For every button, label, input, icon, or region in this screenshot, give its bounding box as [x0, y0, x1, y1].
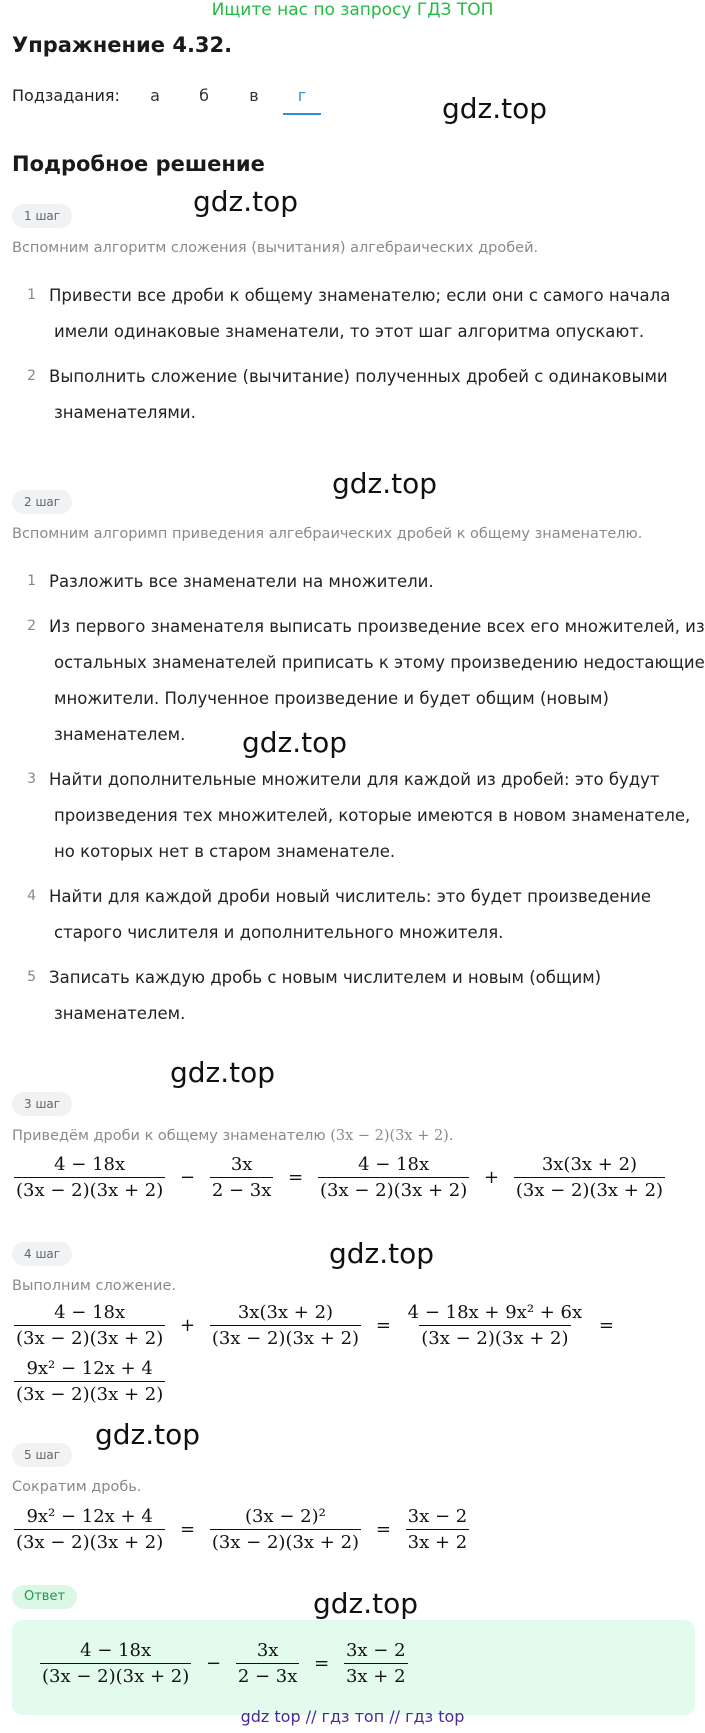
equation-step-4-cont: [12, 1358, 167, 1405]
fraction: $\frac{4 - 18x}{(3x - 2)(3x + 2)}$: [16, 1154, 164, 1201]
list-item-text: Привести все дроби к общему знаменателю; если они с самого начала: [49, 286, 671, 305]
list-item-text: Из первого знаменателя выписать произведение всех его множителей, из: [49, 617, 705, 636]
watermark: gdz.top: [95, 1418, 201, 1451]
list-item-text: произведения тех множителей, которые имеются в новом знаменателе,: [54, 806, 691, 825]
list-number: 5: [27, 969, 36, 985]
step-3-description: [12, 1128, 453, 1144]
fraction: $\frac{\text{9x² − 12x + 4}}{(3x - 2)(3x + 2)}$: [16, 1506, 164, 1553]
watermark: gdz.top: [332, 467, 438, 500]
watermark: gdz.top: [442, 92, 548, 125]
step-3-description-math: (3x − 2)(3x + 2).: [330, 1128, 454, 1144]
list-item-text: знаменателем.: [54, 1004, 186, 1023]
promo-banner: Ищите нас по запросу ГДЗ ТОП: [211, 0, 494, 20]
list-number: 3: [27, 771, 36, 787]
exercise-title: Упражнение 4.32.: [12, 33, 233, 57]
step-3-badge: 3 шаг: [12, 1092, 72, 1116]
fraction: $\frac{3x}{2 - 3x}$: [237, 1640, 298, 1687]
list-number: 4: [27, 888, 36, 904]
subtask-tab-g[interactable]: г: [297, 86, 307, 105]
list-item-text: имели одинаковые знаменатели, то этот шаг алгоритма опускают.: [54, 322, 645, 341]
fraction: $\frac{3x}{2 - 3x}$: [211, 1154, 272, 1201]
fraction: $\frac{3x - 2}{3x + 2}$: [345, 1640, 406, 1687]
answer-badge: Ответ: [12, 1585, 77, 1609]
fraction: $\frac{\text{4 − 18x + 9x² + 6x}}{(3x - 2)(3x + 2)}$: [407, 1302, 583, 1349]
step-3-description-text: Приведём дроби к общему знаменателю: [12, 1128, 326, 1144]
list-item-text: но которых нет в старом знаменателе.: [54, 842, 396, 861]
step-1-badge: 1 шаг: [12, 204, 72, 228]
step-4-badge: 4 шаг: [12, 1242, 72, 1266]
list-number: 2: [27, 368, 36, 384]
equation-step-3: $\frac{4 - 18x}{(3x - 2)(3x + 2)}$ − $\frac{3x}{2 - 3x}$ = $\frac{4 - 18x}{(3x - 2)(3x + 2)}$ + $\frac{3x(3x + 2)}{(3x - 2)(3x + 2)}$: [12, 1154, 667, 1201]
watermark: gdz.top: [329, 1237, 435, 1270]
list-item-text: Найти для каждой дроби новый числитель: это будет произведение: [49, 887, 652, 906]
fraction: $\frac{3x - 2}{3x + 2}$: [407, 1506, 468, 1553]
subtask-tab-a[interactable]: а: [150, 86, 160, 105]
equation-step-5: $\frac{\text{9x² − 12x + 4}}{(3x - 2)(3x + 2)}$ = $\frac{\text{(3x − 2)²}}{(3x - 2)(3x + 2)}$ = $\frac{3x - 2}{3x + 2}$: [12, 1506, 471, 1553]
list-number: 1: [27, 573, 36, 589]
subtask-tab-v[interactable]: в: [249, 86, 259, 105]
list-item-text: знаменателями.: [54, 403, 196, 422]
step-2-description: Вспомним алгоримп приведения алгебраических дробей к общему знаменателю.: [12, 526, 643, 542]
list-item-text: старого числителя и дополнительного множителя.: [54, 923, 504, 942]
list-item-text: множители. Полученное произведение и будет общим (новым): [54, 689, 609, 708]
active-tab-indicator: [283, 113, 321, 115]
fraction: $\frac{4 - 18x}{(3x - 2)(3x + 2)}$: [319, 1154, 468, 1201]
step-4-description: Выполним сложение.: [12, 1278, 176, 1294]
list-item-text: знаменателем.: [54, 725, 186, 744]
fraction: $\frac{\text{9x² − 12x + 4}}{(3x - 2)(3x + 2)}$: [16, 1358, 164, 1405]
list-number: 2: [27, 618, 36, 634]
fraction: $\frac{4 - 18x}{(3x - 2)(3x + 2)}$: [42, 1640, 190, 1687]
step-5-description: Сократим дробь.: [12, 1479, 142, 1495]
watermark: gdz.top: [313, 1587, 419, 1620]
list-item-text: остальных знаменателей приписать к этому произведению недостающие: [54, 653, 705, 672]
step-1-description: Вспомним алгоритм сложения (вычитания) алгебраических дробей.: [12, 240, 539, 256]
fraction: $\frac{\text{(3x − 2)²}}{(3x - 2)(3x + 2)}$: [211, 1506, 360, 1553]
footer-links[interactable]: gdz top // гдз топ // гдз top: [240, 1707, 465, 1726]
watermark: gdz.top: [193, 185, 299, 218]
list-item-text: Разложить все знаменатели на множители.: [49, 572, 434, 591]
step-5-badge: 5 шаг: [12, 1443, 72, 1467]
equation-step-4: $\frac{4 - 18x}{(3x - 2)(3x + 2)}$ + $\frac{3x(3x + 2)}{(3x - 2)(3x + 2)}$ = $\frac{\text{4 − 18x + 9x² + 6x}}{(3x - 2)(3x + 2)}$ =: [12, 1302, 621, 1349]
watermark: gdz.top: [242, 726, 348, 759]
solution-heading: Подробное решение: [12, 152, 265, 176]
list-item-text: Записать каждую дробь с новым числителем и новым (общим): [49, 968, 602, 987]
fraction: $\frac{3x(3x + 2)}{(3x - 2)(3x + 2)}$: [211, 1302, 360, 1349]
fraction: $\frac{4 - 18x}{(3x - 2)(3x + 2)}$: [16, 1302, 164, 1349]
watermark: gdz.top: [170, 1056, 276, 1089]
list-number: 1: [27, 287, 36, 303]
answer-equation: $\frac{4 - 18x}{(3x - 2)(3x + 2)}$ − $\frac{3x}{2 - 3x}$ = $\frac{3x - 2}{3x + 2}$: [38, 1640, 410, 1687]
fraction: $\frac{3x(3x + 2)}{(3x - 2)(3x + 2)}$: [515, 1154, 664, 1201]
step-2-badge: 2 шаг: [12, 490, 72, 514]
list-item-text: Выполнить сложение (вычитание) полученных дробей с одинаковыми: [49, 367, 668, 386]
subtask-tab-b[interactable]: б: [199, 86, 209, 105]
subtasks-label: Подзадания:: [12, 86, 120, 105]
list-item-text: Найти дополнительные множители для каждой из дробей: это будут: [49, 770, 660, 789]
